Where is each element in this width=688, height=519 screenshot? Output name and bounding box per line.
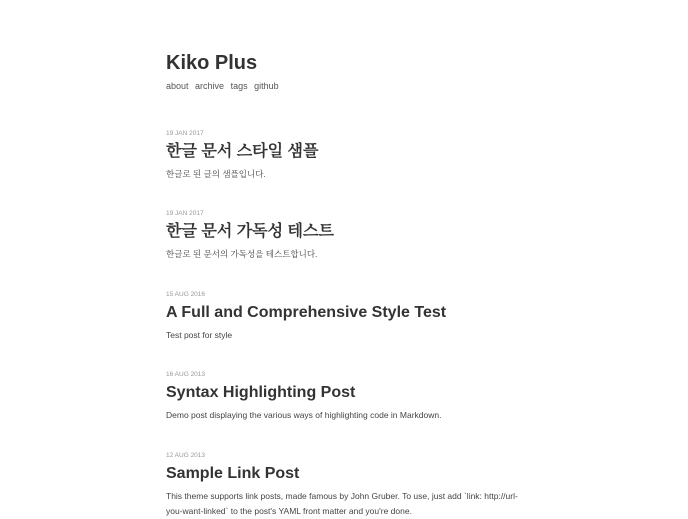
- nav-github-link[interactable]: github: [254, 81, 279, 91]
- post-title-link[interactable]: 한글 문서 가독성 테스트: [166, 223, 334, 240]
- post-title-link[interactable]: 한글 문서 스타일 샘플: [166, 143, 319, 160]
- post-excerpt: Demo post displaying the various ways of highlighting code in Markdown.: [166, 410, 442, 420]
- post-excerpt: Test post for style: [166, 330, 233, 340]
- post-date: 16 AUG 2013: [166, 371, 206, 378]
- site-nav: [166, 81, 283, 91]
- nav-tags-link[interactable]: tags: [230, 81, 248, 91]
- post-date: 19 JAN 2017: [166, 210, 204, 217]
- nav-about-link[interactable]: about: [166, 81, 189, 91]
- post-title-link[interactable]: A Full and Comprehensive Style Test: [166, 304, 447, 321]
- nav-archive-link[interactable]: archive: [195, 81, 225, 91]
- post-item: [166, 209, 526, 262]
- post-excerpt: 한글로 된 글의 샘플입니다.: [166, 169, 266, 179]
- post-item: [166, 370, 526, 423]
- post-title-link[interactable]: Syntax Highlighting Post: [166, 384, 356, 401]
- post-excerpt: 한글로 된 문서의 가독성을 테스트합니다.: [166, 249, 318, 259]
- site-title[interactable]: Kiko Plus: [166, 52, 258, 74]
- post-date: 15 AUG 2016: [166, 291, 206, 298]
- post-title-link[interactable]: Sample Link Post: [166, 465, 300, 482]
- post-item: [166, 290, 526, 343]
- post-item: [166, 129, 526, 182]
- post-date: 19 JAN 2017: [166, 130, 204, 137]
- post-item: [166, 451, 526, 519]
- post-excerpt: This theme supports link posts, made famous by John Gruber. To use, just add `link: http://url-you-want-linked` to the post's YAML front matter and you're done.: [166, 491, 518, 516]
- post-date: 12 AUG 2013: [166, 452, 206, 459]
